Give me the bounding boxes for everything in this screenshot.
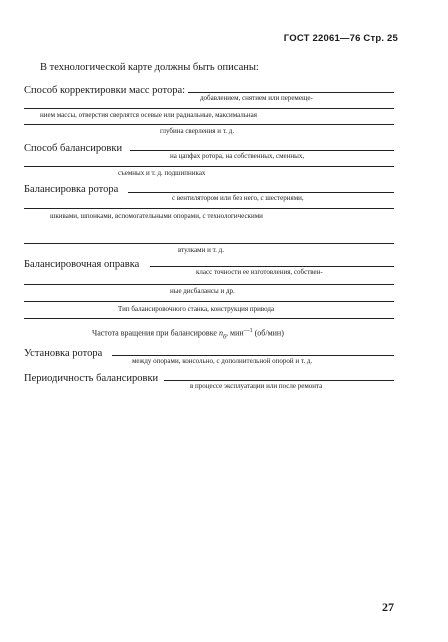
machine-line — [24, 301, 394, 302]
mandrel-label: Балансировочная оправка — [24, 259, 140, 270]
mandrel-hint-2: ные дисбалансы и др. — [170, 287, 235, 295]
rotor-line-2 — [24, 208, 394, 209]
period-hint: в процессе эксплуатации или после ремонта — [190, 382, 323, 390]
machine-hint: Тип балансировочного станка, конструкция привода — [118, 305, 275, 313]
rotor-hint-3: втулками и т. д. — [178, 246, 224, 254]
balancing-line-2 — [24, 166, 394, 167]
mandrel-line-2 — [24, 284, 394, 285]
correction-line — [188, 92, 394, 93]
rotor-hint-2: шкивами, шпонками, вспомогательными опорами, с технологическими — [50, 212, 263, 220]
balancing-hint-1: на цапфах ротора, на собственных, сменных, — [170, 152, 305, 160]
correction-label: Способ корректировки масс ротора: — [24, 85, 186, 96]
correction-line-3 — [24, 124, 394, 125]
correction-hint-2: нием массы, отверстия сверлятся осевые или радиальные, максимальная — [40, 111, 257, 119]
balancing-hint-2: съемных и т. д. подшипниках — [118, 169, 206, 177]
install-line — [112, 355, 394, 356]
page-number: 27 — [382, 600, 394, 614]
speed-top-line — [24, 318, 394, 319]
correction-hint-1: добавлением, снятием или перемеще- — [200, 94, 313, 102]
rotor-line — [128, 192, 394, 193]
rotor-label: Балансировка ротора — [24, 184, 119, 195]
period-line — [164, 380, 394, 381]
install-hint: между опорами, консольно, с дополнительной опорой и т. д. — [132, 357, 313, 365]
intro-text: В технологической карте должны быть описаны: — [40, 62, 259, 73]
page-header: ГОСТ 22061—76 Стр. 25 — [283, 33, 398, 44]
correction-line-2 — [24, 108, 394, 109]
mandrel-hint-1: класс точности ее изготовления, собствен- — [196, 268, 323, 276]
mandrel-line — [150, 266, 394, 267]
balancing-line — [130, 150, 394, 151]
balancing-label: Способ балансировки — [24, 143, 123, 154]
install-label: Установка ротора — [24, 348, 103, 359]
rotor-hint-1: с вентилятором или без него, с шестернями, — [172, 194, 304, 202]
rotor-line-3 — [24, 243, 394, 244]
correction-hint-3: глубина сверления и т. д. — [160, 127, 235, 135]
speed-text: Частота вращения при балансировке $n_б$, мин$^{—1}$ (об/мин) — [92, 328, 284, 341]
period-label: Периодичность балансировки — [24, 373, 159, 384]
